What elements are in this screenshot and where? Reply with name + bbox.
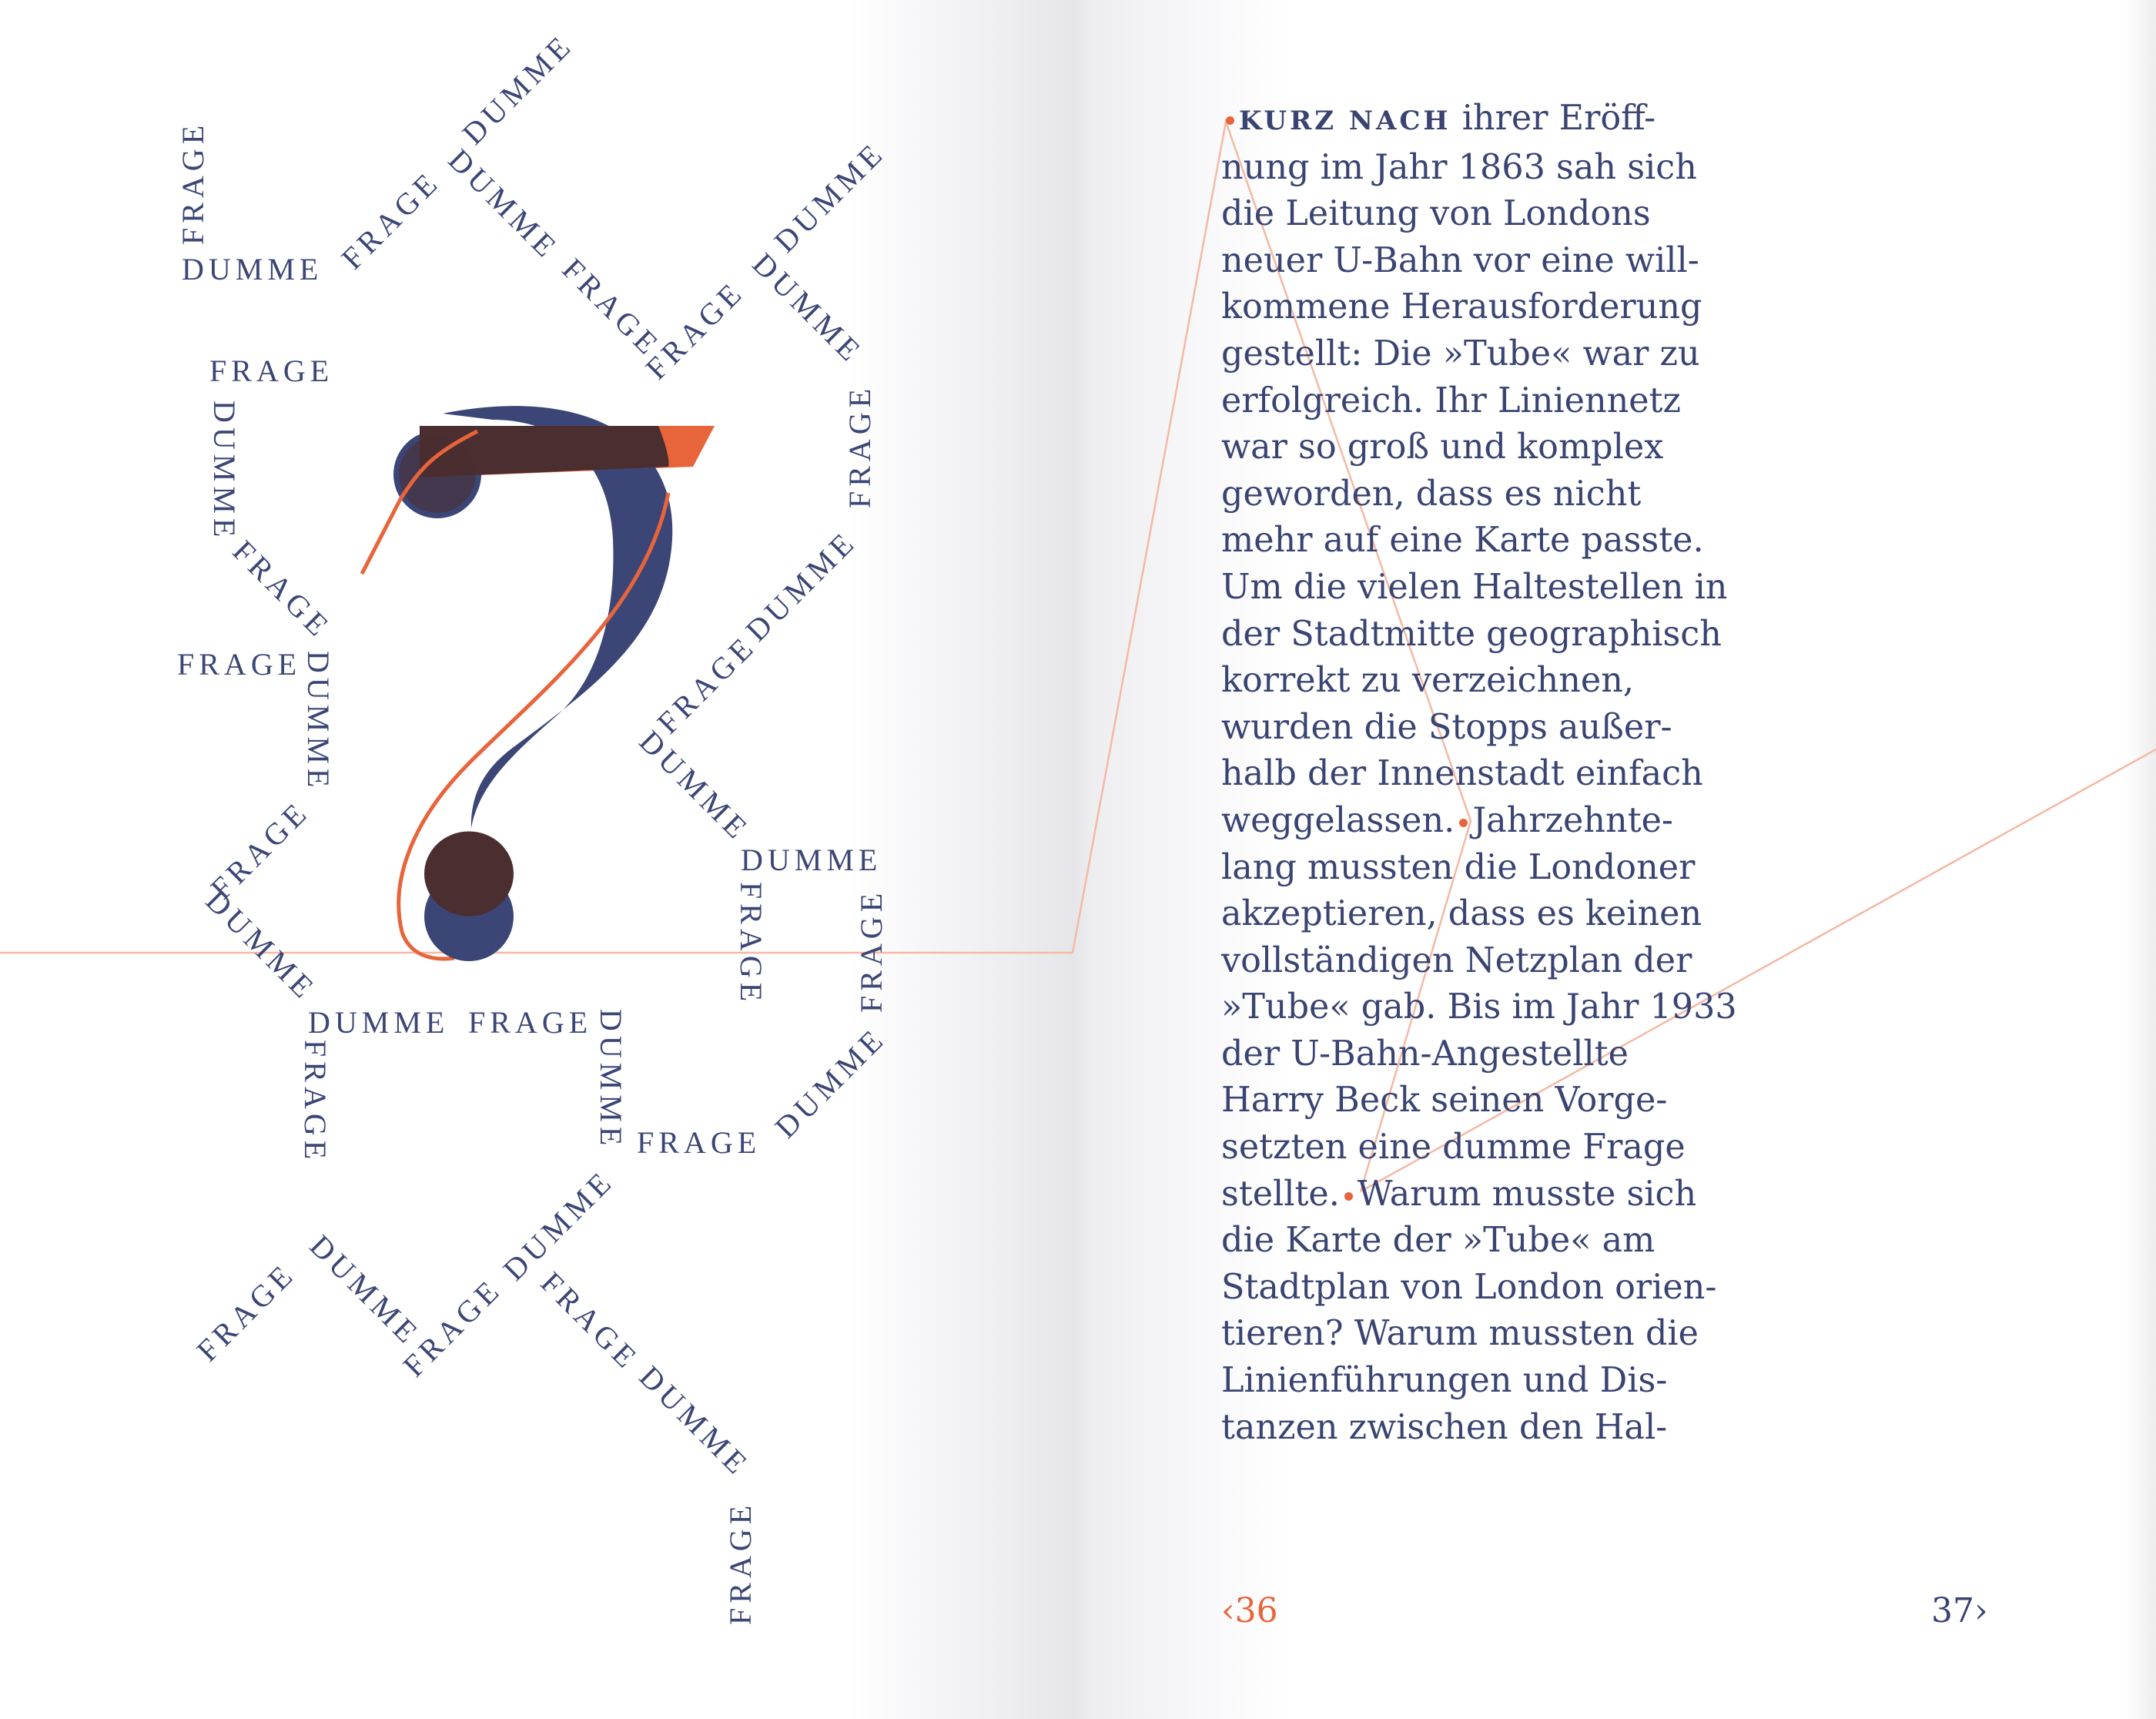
text-run: akzeptieren, dass es keinen (1221, 894, 1702, 934)
word-dumme: DUMME (768, 1020, 893, 1145)
text-run: Jahrzehnte- (1472, 800, 1673, 840)
word-dumme: DUMME (632, 723, 758, 849)
word-frage: FRAGE (637, 1125, 762, 1160)
word-frage: FRAGE (396, 1271, 509, 1384)
text-run: vollständigen Netzplan der (1221, 940, 1692, 980)
text-line (1221, 565, 1760, 612)
text-run: gestellt: Die »Tube« war zu (1221, 333, 1700, 374)
text-line (1221, 798, 1760, 845)
text-line (1221, 984, 1760, 1031)
text-line (1221, 751, 1760, 798)
text-line (1221, 1265, 1760, 1312)
text-line (1221, 658, 1760, 705)
word-frage: FRAGE (842, 384, 877, 508)
text-run: die Leitung von Londons (1221, 194, 1651, 234)
word-frage: FRAGE (334, 163, 447, 276)
text-run: neuer U-Bahn vor eine will- (1221, 240, 1699, 280)
bullet-dot-icon (1344, 1192, 1353, 1201)
word-frage: FRAGE (534, 1265, 647, 1378)
bullet-dot-icon (1226, 116, 1234, 125)
text-line (1221, 424, 1760, 471)
bullet-dot-icon (1459, 819, 1468, 827)
text-run: war so groß und komplex (1221, 427, 1664, 467)
word-dumme: DUMME (632, 1359, 758, 1484)
text-run: halb der Innenstadt einfach (1221, 754, 1703, 794)
text-run: stellte. (1221, 1174, 1340, 1214)
text-line (1221, 1358, 1760, 1405)
word-frage: FRAGE (189, 1255, 303, 1369)
word-dumme: DUMME (594, 1009, 628, 1151)
text-run: lang mussten die Londoner (1221, 847, 1696, 887)
page-number-right[interactable]: 37› (1931, 1591, 1988, 1630)
word-dumme: DUMME (207, 400, 242, 542)
text-run: wurden die Stopps außer- (1221, 707, 1672, 747)
word-frage: FRAGE (177, 647, 302, 682)
text-run: Linienführungen und Dis- (1221, 1361, 1668, 1401)
word-trail (176, 27, 892, 1625)
text-run: mehr auf eine Karte passte. (1221, 521, 1704, 561)
text-run: setzten eine dumme Frage (1221, 1128, 1686, 1168)
text-run: geworden, dass es nicht (1221, 474, 1642, 514)
word-dumme: DUMME (738, 523, 864, 648)
text-line (1221, 1405, 1760, 1452)
word-frage: FRAGE (176, 120, 210, 245)
text-line (1221, 845, 1760, 892)
word-frage: FRAGE (734, 882, 768, 1007)
text-line (1221, 145, 1760, 192)
word-dumme: DUMME (308, 1005, 450, 1040)
text-line (1221, 471, 1760, 518)
text-run: ihrer Eröff- (1451, 99, 1656, 138)
text-line (1221, 1311, 1760, 1358)
text-run: Um die vielen Haltestellen in (1221, 567, 1728, 607)
text-line (1221, 238, 1760, 285)
text-line (1221, 1218, 1760, 1265)
question-mark-dot-overlap (424, 832, 514, 916)
text-run: korrekt zu verzeichnen, (1221, 661, 1635, 701)
text-run: Warum musste sich (1357, 1174, 1697, 1214)
text-line (1221, 1124, 1760, 1171)
body-text (1221, 96, 1760, 1451)
text-line (1221, 1077, 1760, 1124)
text-run: weggelassen. (1221, 800, 1455, 840)
word-dumme: DUMME (496, 1162, 621, 1288)
text-run: erfolgreich. Ihr Liniennetz (1221, 380, 1681, 421)
text-line (1221, 612, 1760, 658)
question-mark-icon (362, 406, 715, 961)
text-run: tieren? Warum mussten die (1221, 1314, 1699, 1354)
word-frage: FRAGE (468, 1005, 593, 1040)
text-line (1221, 705, 1760, 752)
text-line (1221, 191, 1760, 238)
text-line (1221, 938, 1760, 985)
word-frage: FRAGE (203, 793, 316, 906)
text-run: »Tube« gab. Bis im Jahr 1933 (1221, 987, 1737, 1027)
text-line (1221, 284, 1760, 331)
text-line (1221, 1031, 1760, 1078)
text-run: der Stadtmitte geographisch (1221, 614, 1722, 654)
word-frage: FRAGE (854, 888, 889, 1013)
text-line (1221, 331, 1760, 378)
word-frage: FRAGE (650, 628, 763, 741)
word-dumme: DUMME (741, 843, 882, 877)
page-number-left[interactable]: ‹36 (1221, 1591, 1278, 1630)
text-run: der U-Bahn-Angestellte (1221, 1034, 1629, 1074)
word-dumme: DUMME (199, 883, 324, 1008)
text-line (1221, 96, 1760, 145)
word-dumme: DUMME (745, 246, 871, 371)
word-dumme: DUMME (303, 1228, 428, 1353)
small-caps-text: KURZ NACH (1239, 106, 1451, 136)
word-frage: FRAGE (638, 273, 752, 387)
word-frage: FRAGE (298, 1040, 333, 1164)
text-run: nung im Jahr 1863 sah sich (1221, 147, 1697, 187)
text-run: kommene Herausforderung (1221, 287, 1702, 327)
word-frage: FRAGE (226, 533, 339, 646)
text-run: Harry Beck seinen Vorge- (1221, 1081, 1668, 1121)
text-line (1221, 1171, 1760, 1218)
text-run: Stadtplan von London orien- (1221, 1267, 1717, 1307)
word-frage: FRAGE (555, 251, 668, 364)
text-line (1221, 891, 1760, 938)
text-run: die Karte der »Tube« am (1221, 1221, 1656, 1261)
word-dumme: DUMME (182, 252, 323, 286)
text-line (1221, 518, 1760, 565)
word-frage: FRAGE (209, 354, 334, 388)
text-line (1221, 378, 1760, 425)
word-dumme: DUMME (767, 134, 892, 260)
word-frage: FRAGE (723, 1500, 758, 1625)
word-dumme: DUMME (455, 26, 581, 152)
word-dumme: DUMME (301, 651, 336, 792)
word-dumme: DUMME (441, 142, 567, 267)
text-run: tanzen zwischen den Hal- (1221, 1407, 1668, 1447)
question-mark-top-overlap (399, 436, 476, 513)
